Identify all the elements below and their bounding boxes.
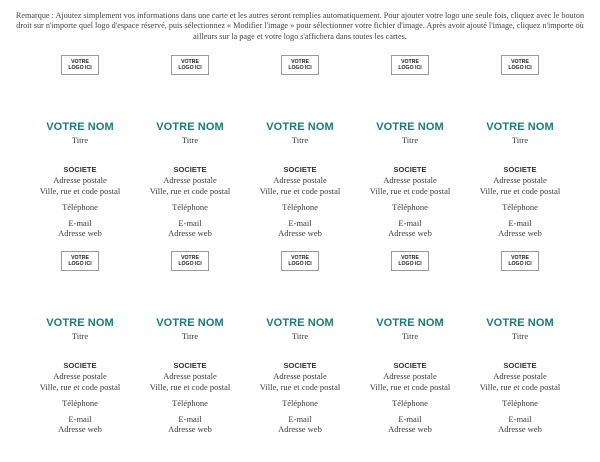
card-email[interactable]: E-mail [178, 414, 202, 424]
card-email[interactable]: E-mail [508, 218, 532, 228]
logo-placeholder[interactable]: VOTRE LOGO ICI [391, 55, 429, 75]
card-phone[interactable]: Téléphone [392, 398, 428, 408]
card-company[interactable]: SOCIETE [63, 361, 97, 370]
card-company[interactable]: SOCIETE [173, 165, 207, 174]
card-phone[interactable]: Téléphone [502, 398, 538, 408]
card-title[interactable]: Titre [71, 135, 89, 145]
card-address-line1[interactable]: Adresse postale [273, 371, 327, 381]
card-address-line1[interactable]: Adresse postale [163, 371, 217, 381]
card-address-line2[interactable]: Ville, rue et code postal [259, 186, 341, 196]
card-name[interactable]: VOTRE NOM [156, 317, 224, 329]
logo-placeholder[interactable]: VOTRE LOGO ICI [501, 55, 539, 75]
card-web[interactable]: Adresse web [58, 228, 102, 238]
card-address-line1[interactable]: Adresse postale [273, 175, 327, 185]
card-name[interactable]: VOTRE NOM [46, 121, 114, 133]
card-address-line2[interactable]: Ville, rue et code postal [149, 382, 231, 392]
card-address-line2[interactable]: Ville, rue et code postal [479, 382, 561, 392]
logo-placeholder[interactable]: VOTRE LOGO ICI [61, 251, 99, 271]
card-email[interactable]: E-mail [68, 414, 92, 424]
card-address-line1[interactable]: Adresse postale [163, 175, 217, 185]
card-title[interactable]: Titre [71, 331, 89, 341]
card-title[interactable]: Titre [291, 135, 309, 145]
business-card [355, 55, 465, 251]
business-card [245, 251, 355, 447]
card-company[interactable]: SOCIETE [503, 361, 537, 370]
card-web[interactable]: Adresse web [58, 424, 102, 434]
logo-placeholder[interactable]: VOTRE LOGO ICI [171, 251, 209, 271]
card-phone[interactable]: Téléphone [392, 202, 428, 212]
logo-placeholder[interactable]: VOTRE LOGO ICI [61, 55, 99, 75]
card-email[interactable]: E-mail [288, 414, 312, 424]
card-email[interactable]: E-mail [288, 218, 312, 228]
logo-placeholder[interactable]: VOTRE LOGO ICI [501, 251, 539, 271]
card-title[interactable]: Titre [291, 331, 309, 341]
card-title[interactable]: Titre [401, 331, 419, 341]
card-name[interactable]: VOTRE NOM [156, 121, 224, 133]
card-web[interactable]: Adresse web [168, 424, 212, 434]
card-name[interactable]: VOTRE NOM [376, 121, 444, 133]
card-company[interactable]: SOCIETE [503, 165, 537, 174]
card-company[interactable]: SOCIETE [173, 361, 207, 370]
card-web[interactable]: Adresse web [278, 228, 322, 238]
card-address-line2[interactable]: Ville, rue et code postal [39, 382, 121, 392]
business-card [355, 251, 465, 447]
card-address-line2[interactable]: Ville, rue et code postal [259, 382, 341, 392]
card-company[interactable]: SOCIETE [393, 361, 427, 370]
card-address-line1[interactable]: Adresse postale [53, 371, 107, 381]
card-phone[interactable]: Téléphone [172, 398, 208, 408]
card-email[interactable]: E-mail [178, 218, 202, 228]
business-card [245, 55, 355, 251]
card-phone[interactable]: Téléphone [62, 398, 98, 408]
card-address-line1[interactable]: Adresse postale [493, 371, 547, 381]
instruction-note: Remarque : Ajoutez simplement vos informations dans une carte et les autres seront remplies automatiquement. Pour ajouter votre logo une seule fois, cliquez avec le bouton droit sur n'importe quel logo d'espace réservé, puis sélectionnez « Modifier l'image » pour sélectionner votre fichier d'image. Après avoir ajouté l'image, cliquez n'importe où ailleurs sur la page et votre logo s'affichera dans toutes les cartes. [15, 11, 585, 41]
card-email[interactable]: E-mail [398, 218, 422, 228]
card-web[interactable]: Adresse web [388, 424, 432, 434]
card-address-line2[interactable]: Ville, rue et code postal [479, 186, 561, 196]
card-address-line2[interactable]: Ville, rue et code postal [149, 186, 231, 196]
card-company[interactable]: SOCIETE [283, 165, 317, 174]
card-title[interactable]: Titre [181, 135, 199, 145]
card-address-line2[interactable]: Ville, rue et code postal [369, 186, 451, 196]
card-web[interactable]: Adresse web [388, 228, 432, 238]
card-company[interactable]: SOCIETE [283, 361, 317, 370]
card-web[interactable]: Adresse web [278, 424, 322, 434]
card-address-line1[interactable]: Adresse postale [53, 175, 107, 185]
business-card [135, 251, 245, 447]
card-title[interactable]: Titre [401, 135, 419, 145]
card-phone[interactable]: Téléphone [172, 202, 208, 212]
card-address-line2[interactable]: Ville, rue et code postal [39, 186, 121, 196]
card-title[interactable]: Titre [511, 331, 529, 341]
business-card [135, 55, 245, 251]
card-title[interactable]: Titre [181, 331, 199, 341]
card-name[interactable]: VOTRE NOM [266, 121, 334, 133]
card-name[interactable]: VOTRE NOM [486, 121, 554, 133]
logo-placeholder[interactable]: VOTRE LOGO ICI [391, 251, 429, 271]
card-web[interactable]: Adresse web [498, 424, 542, 434]
card-web[interactable]: Adresse web [498, 228, 542, 238]
logo-placeholder[interactable]: VOTRE LOGO ICI [171, 55, 209, 75]
logo-placeholder[interactable]: VOTRE LOGO ICI [281, 55, 319, 75]
card-phone[interactable]: Téléphone [282, 202, 318, 212]
business-card [25, 55, 135, 251]
business-card [465, 55, 575, 251]
card-name[interactable]: VOTRE NOM [486, 317, 554, 329]
card-address-line2[interactable]: Ville, rue et code postal [369, 382, 451, 392]
card-web[interactable]: Adresse web [168, 228, 212, 238]
card-name[interactable]: VOTRE NOM [46, 317, 114, 329]
card-email[interactable]: E-mail [68, 218, 92, 228]
card-address-line1[interactable]: Adresse postale [383, 371, 437, 381]
card-email[interactable]: E-mail [508, 414, 532, 424]
card-email[interactable]: E-mail [398, 414, 422, 424]
logo-placeholder[interactable]: VOTRE LOGO ICI [281, 251, 319, 271]
card-name[interactable]: VOTRE NOM [376, 317, 444, 329]
card-phone[interactable]: Téléphone [502, 202, 538, 212]
card-name[interactable]: VOTRE NOM [266, 317, 334, 329]
card-company[interactable]: SOCIETE [63, 165, 97, 174]
card-address-line1[interactable]: Adresse postale [383, 175, 437, 185]
card-title[interactable]: Titre [511, 135, 529, 145]
card-company[interactable]: SOCIETE [393, 165, 427, 174]
business-card [25, 251, 135, 447]
business-card [465, 251, 575, 447]
card-address-line1[interactable]: Adresse postale [493, 175, 547, 185]
card-phone[interactable]: Téléphone [282, 398, 318, 408]
card-phone[interactable]: Téléphone [62, 202, 98, 212]
